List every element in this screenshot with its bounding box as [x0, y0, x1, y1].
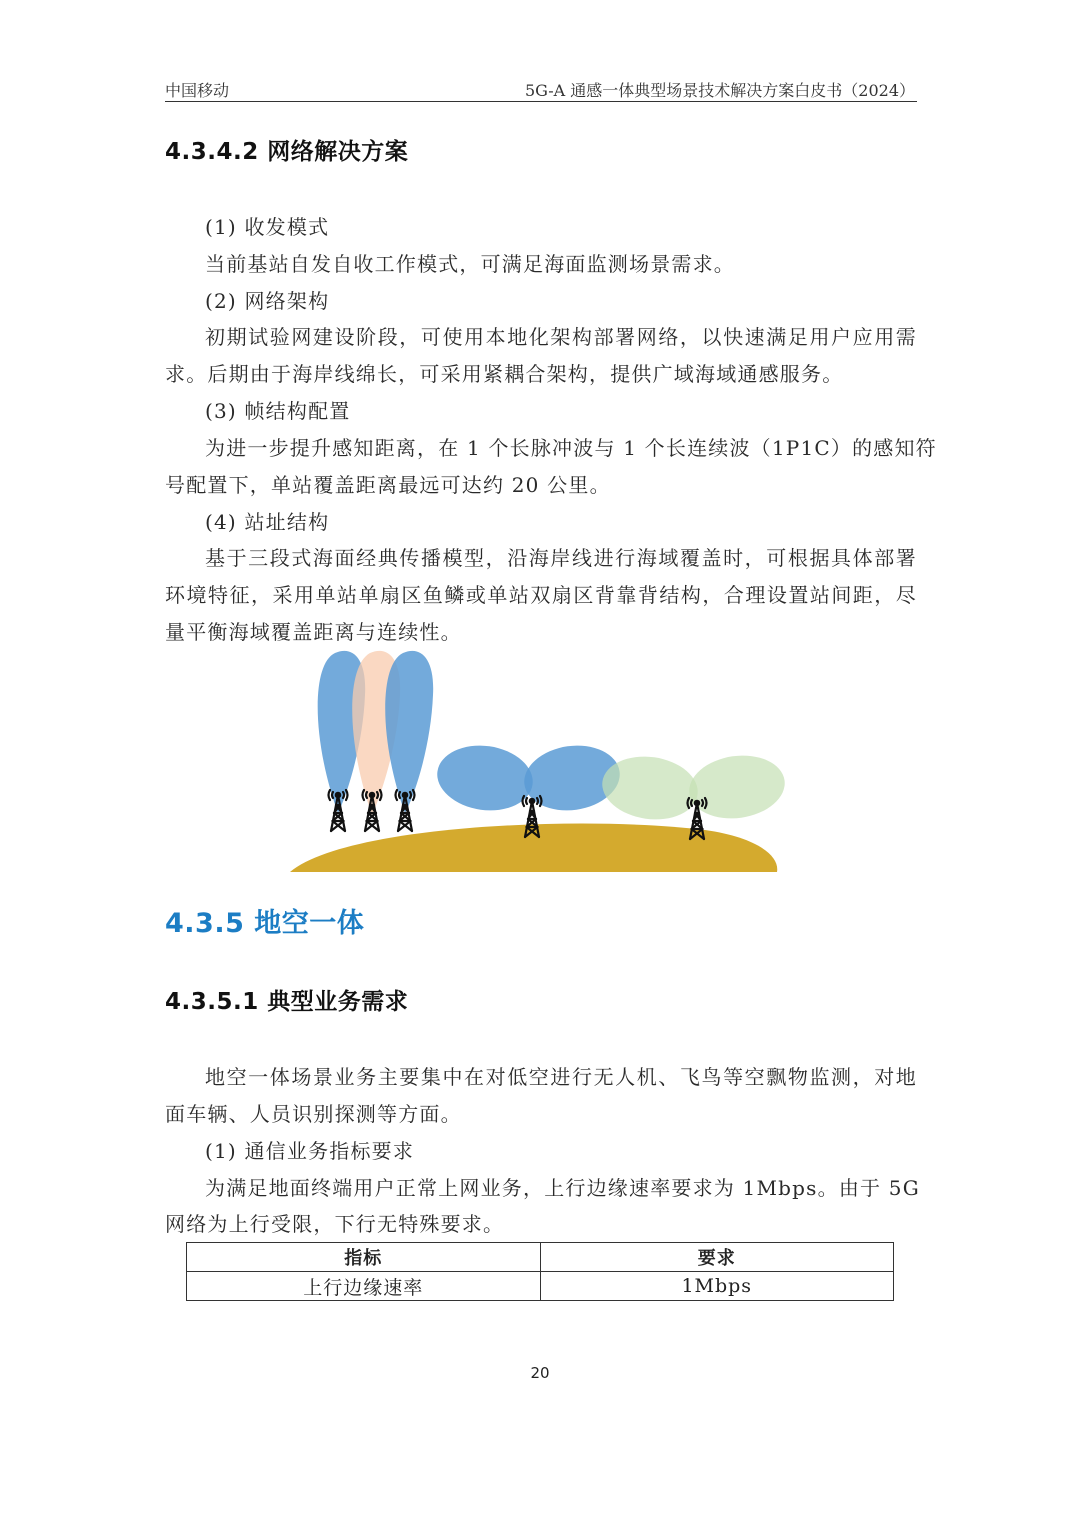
- paragraph-line: 初期试验网建设阶段，可使用本地化架构部署网络，以快速满足用户应用需: [205, 325, 917, 349]
- section-4-3-5-title: 4.3.5 地空一体: [165, 908, 365, 939]
- paragraph-line: 地空一体场景业务主要集中在对低空进行无人机、飞鸟等空飘物监测，对地: [205, 1065, 917, 1089]
- paragraph-line: 号配置下，单站覆盖距离最远可达约 20 公里。: [165, 473, 611, 497]
- paragraph-line: 为进一步提升感知距离，在 1 个长脉冲波与 1 个长连续波（1P1C）的感知符: [205, 436, 937, 460]
- table-header-row: [187, 1243, 894, 1272]
- paragraph-line: 量平衡海域覆盖距离与连续性。: [165, 620, 462, 644]
- list-heading-communication-requirements: (1) 通信业务指标要求: [205, 1139, 415, 1163]
- tower-icon: [688, 798, 707, 839]
- table-header-indicator: 指标: [187, 1243, 541, 1272]
- section-4-3-5-1-title: 4.3.5.1 典型业务需求: [165, 989, 409, 1015]
- paragraph-line: 网络为上行受限，下行无特殊要求。: [165, 1212, 505, 1236]
- paragraph-line: 求。后期由于海岸线绵长，可采用紧耦合架构，提供广域海域通感服务。: [165, 362, 844, 386]
- page-number: 20: [530, 1364, 550, 1382]
- fish-scale-beams: [318, 651, 434, 815]
- table-cell-indicator: 上行边缘速率: [187, 1272, 541, 1301]
- back-to-back-beams-blue: [433, 740, 624, 817]
- lobe-right-green: [685, 750, 789, 825]
- list-heading-transceive-mode: (1) 收发模式: [205, 215, 330, 239]
- paragraph-line: 当前基站自发自收工作模式，可满足海面监测场景需求。: [205, 252, 735, 276]
- header-divider: [165, 101, 917, 102]
- back-to-back-beams-green: [598, 750, 789, 826]
- tower-icon: [523, 796, 542, 837]
- paragraph-line: 环境特征，采用单站单扇区鱼鳞或单站双扇区背靠背结构，合理设置站间距，尽: [165, 583, 917, 607]
- lobe-left-blue: [433, 740, 537, 817]
- table-cell-requirement: 1Mbps: [540, 1272, 894, 1301]
- paragraph-line: 为满足地面终端用户正常上网业务，上行边缘速率要求为 1Mbps。由于 5G: [205, 1176, 920, 1200]
- paragraph-line: 基于三段式海面经典传播模型，沿海岸线进行海域覆盖时，可根据具体部署: [205, 546, 917, 570]
- header-org: 中国移动: [165, 81, 230, 100]
- list-heading-site-structure: (4) 站址结构: [205, 510, 330, 534]
- coastal-coverage-diagram: [285, 645, 790, 877]
- table-row: [187, 1272, 894, 1301]
- list-heading-network-architecture: (2) 网络架构: [205, 289, 330, 313]
- list-heading-frame-structure: (3) 帧结构配置: [205, 399, 351, 423]
- section-4-3-4-2-title: 4.3.4.2 网络解决方案: [165, 139, 409, 165]
- table-header-requirement: 要求: [540, 1243, 894, 1272]
- requirements-table: [186, 1242, 894, 1301]
- header-doc-title: 5G-A 通感一体典型场景技术解决方案白皮书（2024）: [524, 81, 915, 100]
- paragraph-line: 面车辆、人员识别探测等方面。: [165, 1102, 462, 1126]
- beam-right: [385, 651, 433, 813]
